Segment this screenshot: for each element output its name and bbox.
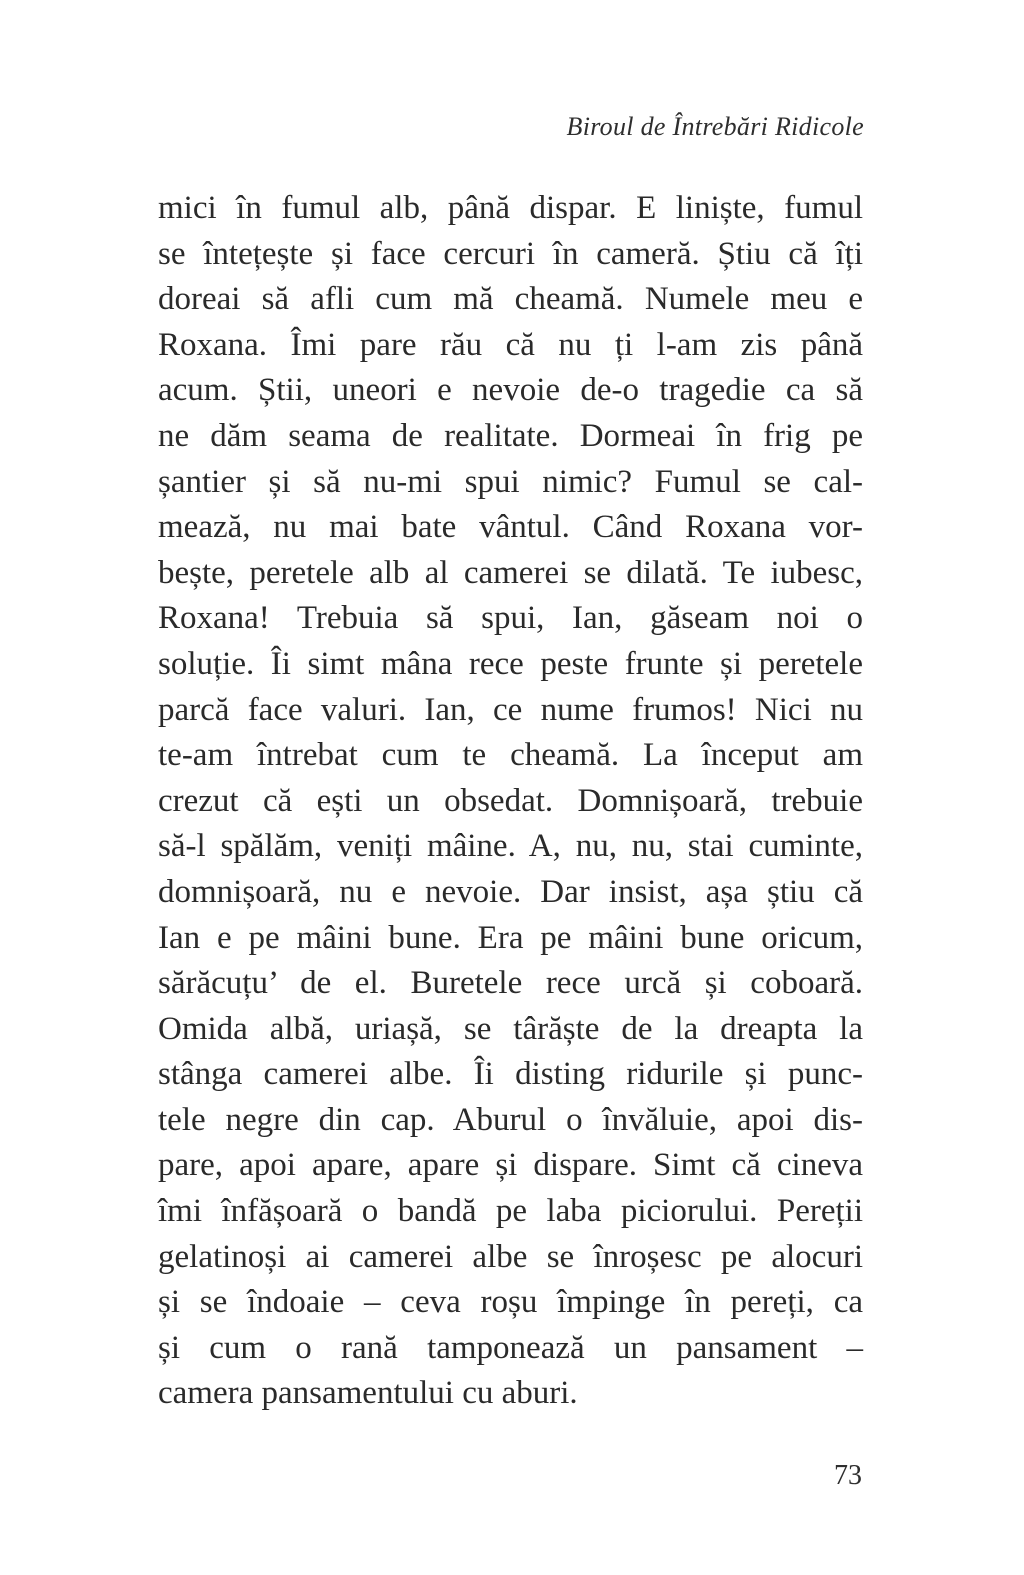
text-line: sărăcuțu’ de el. Buretele rece urcă și coboară. xyxy=(158,965,863,1002)
text-line: bește, peretele alb al camerei se dilată. Te iubesc, xyxy=(158,554,863,591)
text-line: te-am întrebat cum te cheamă. La început am xyxy=(158,737,863,774)
text-line: domnișoară, nu e nevoie. Dar insist, așa știu că xyxy=(158,873,863,910)
text-line: pare, apoi apare, apare și dispare. Simt că cineva xyxy=(158,1147,863,1184)
text-line: soluție. Îi simt mâna rece peste frunte și peretele xyxy=(158,645,863,682)
text-line: gelatinoși ai camerei albe se înroșesc pe alocuri xyxy=(158,1238,863,1275)
text-line: crezut că ești un obsedat. Domnișoară, trebuie xyxy=(158,782,863,819)
text-line: se întețește și face cercuri în cameră. Știu că îți xyxy=(158,235,863,272)
text-line: și cum o rană tamponează un pansament – xyxy=(158,1329,863,1366)
text-line: acum. Știi, uneori e nevoie de-o tragedie ca să xyxy=(158,372,863,409)
text-line: stânga camerei albe. Îi disting ridurile și punc- xyxy=(158,1056,863,1093)
text-line: ne dăm seama de realitate. Dormeai în frig pe xyxy=(158,417,863,454)
text-line: tele negre din cap. Aburul o învăluie, apoi dis- xyxy=(158,1101,863,1138)
text-line: camera pansamentului cu aburi. xyxy=(158,1375,578,1412)
text-line: Roxana! Trebuia să spui, Ian, găseam noi o xyxy=(158,600,863,637)
text-line: îmi înfășoară o bandă pe laba piciorului. Pereții xyxy=(158,1193,863,1230)
text-line: mează, nu mai bate vântul. Când Roxana vor- xyxy=(158,509,863,546)
text-line: și se îndoaie – ceva roșu împinge în pereți, ca xyxy=(158,1284,863,1321)
text-line: șantier și să nu-mi spui nimic? Fumul se cal- xyxy=(158,463,863,500)
text-line: Omida albă, uriașă, se târăște de la dreapta la xyxy=(158,1010,863,1047)
text-line: Roxana. Îmi pare rău că nu ți l-am zis până xyxy=(158,326,863,363)
running-header: Biroul de Întrebări Ridicole xyxy=(566,112,864,141)
text-line: Ian e pe mâini bune. Era pe mâini bune oricum, xyxy=(158,919,863,956)
text-line: mici în fumul alb, până dispar. E liniște, fumul xyxy=(158,190,863,226)
page-number: 73 xyxy=(834,1460,862,1491)
body-text xyxy=(158,186,863,1417)
text-line: să-l spălăm, veniți mâine. A, nu, nu, stai cuminte, xyxy=(158,828,863,865)
text-line: doreai să afli cum mă cheamă. Numele meu e xyxy=(158,281,863,318)
text-line: parcă face valuri. Ian, ce nume frumos! Nici nu xyxy=(158,691,863,728)
